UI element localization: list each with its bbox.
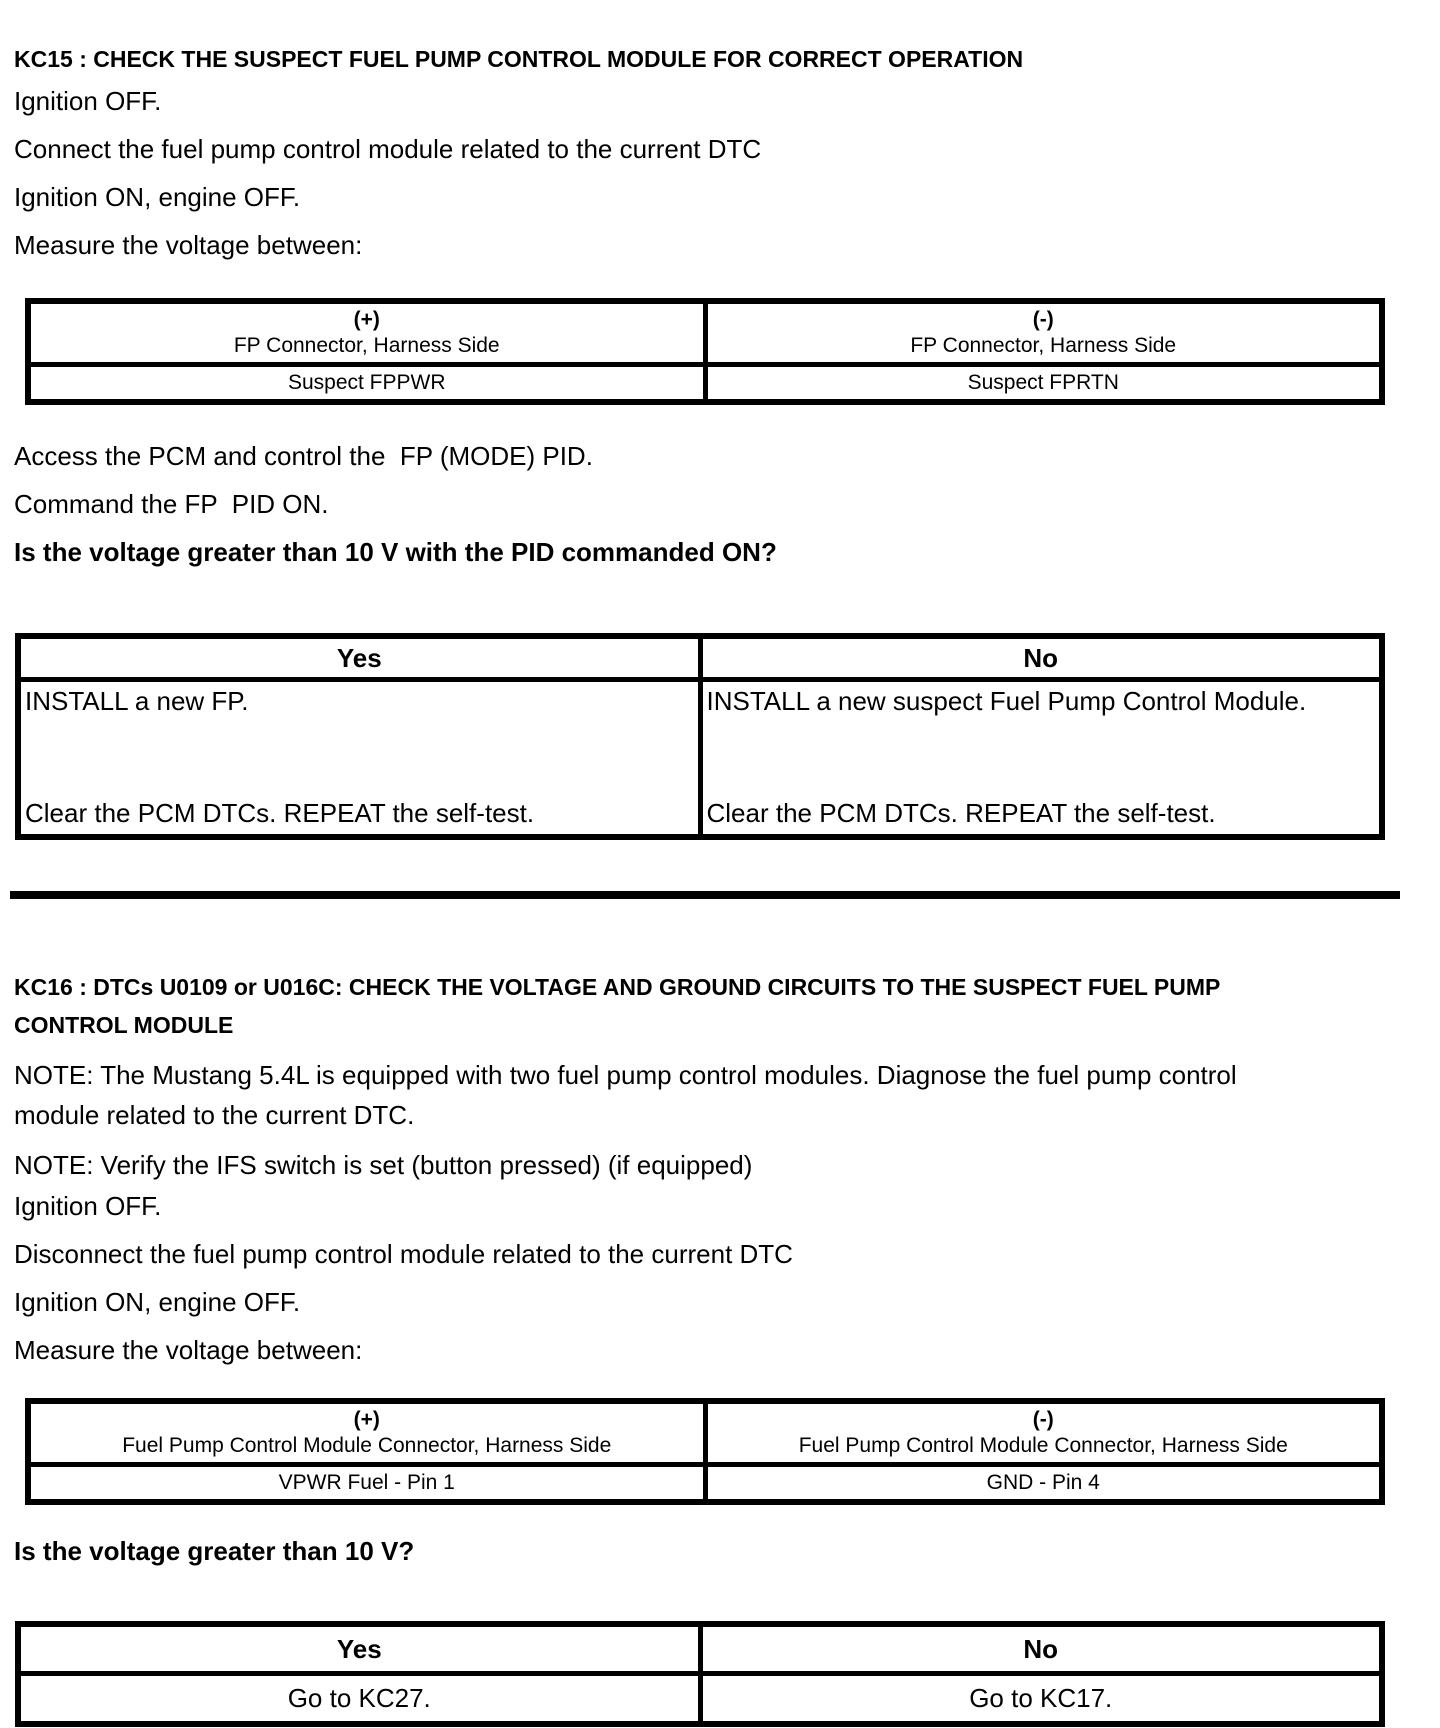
measure-negative-header-cell — [705, 1401, 1382, 1465]
answer-body-row — [18, 680, 1382, 838]
measure-negative-point: Suspect FPRTN — [705, 365, 1382, 403]
polarity-positive-label: (+) — [353, 1408, 380, 1431]
step-text: Ignition OFF. — [14, 1191, 162, 1221]
section-kc15-heading: KC15 : CHECK THE SUSPECT FUEL PUMP CONTROL MODULE FOR CORRECT OPERATION — [14, 46, 1024, 72]
measure-value-row — [28, 1465, 1382, 1503]
polarity-negative-label: (-) — [1032, 308, 1054, 331]
answer-header-row — [18, 636, 1382, 680]
no-action-cell — [700, 680, 1382, 838]
no-header: No — [700, 636, 1382, 680]
section-kc15 — [14, 45, 1385, 840]
section-kc16-heading: KC16 : DTCs U0109 or U016C: CHECK THE VOLTAGE AND GROUND CIRCUITS TO THE SUSPECT FUEL PUMP CONTROL MODULE — [14, 974, 1220, 1038]
negative-connector-label: FP Connector, Harness Side — [910, 334, 1177, 357]
negative-connector-label: Fuel Pump Control Module Connector, Harness Side — [798, 1434, 1288, 1457]
no-action-line: Clear the PCM DTCs. REPEAT the self-test. — [706, 798, 1216, 828]
measure-header-row — [28, 301, 1382, 365]
section-divider — [10, 891, 1400, 899]
yes-header: Yes — [18, 1624, 700, 1674]
answer-header-row — [18, 1624, 1382, 1674]
measure-positive-point: VPWR Fuel - Pin 1 — [28, 1465, 705, 1503]
positive-connector-label: Fuel Pump Control Module Connector, Harness Side — [122, 1434, 612, 1457]
step-text: Measure the voltage between: — [14, 1335, 363, 1365]
step-text: Ignition ON, engine OFF. — [14, 182, 301, 212]
polarity-negative-label: (-) — [1032, 1408, 1054, 1431]
measure-positive-point: Suspect FPPWR — [28, 365, 705, 403]
voltage-measure-table-kc15 — [25, 298, 1385, 405]
step-text: Command the FP PID ON. — [14, 489, 329, 519]
answer-table-kc15 — [15, 633, 1385, 840]
measure-negative-point: GND - Pin 4 — [705, 1465, 1382, 1503]
measure-negative-header-cell — [705, 301, 1382, 365]
answer-body-row — [18, 1674, 1382, 1725]
decision-question: Is the voltage greater than 10 V? — [14, 1536, 415, 1566]
yes-action-line: Clear the PCM DTCs. REPEAT the self-test. — [25, 798, 535, 828]
step-text: Access the PCM and control the FP (MODE) PID. — [14, 441, 593, 471]
positive-connector-label: FP Connector, Harness Side — [233, 334, 500, 357]
measure-positive-header-cell — [28, 301, 705, 365]
no-header: No — [700, 1624, 1382, 1674]
measure-positive-header-cell — [28, 1401, 705, 1465]
section-kc16 — [14, 968, 1385, 1727]
voltage-measure-table-kc16 — [25, 1398, 1385, 1505]
no-action-cell: Go to KC17. — [700, 1674, 1382, 1725]
measure-header-row — [28, 1401, 1382, 1465]
polarity-positive-label: (+) — [353, 308, 380, 331]
measure-value-row — [28, 365, 1382, 403]
step-text: Ignition ON, engine OFF. — [14, 1287, 301, 1317]
answer-table-kc16 — [15, 1621, 1385, 1727]
note-text: NOTE: Verify the IFS switch is set (button pressed) (if equipped) — [14, 1150, 753, 1180]
step-text: Connect the fuel pump control module related to the current DTC — [14, 134, 762, 164]
step-text: Disconnect the fuel pump control module related to the current DTC — [14, 1239, 793, 1269]
yes-action-cell: Go to KC27. — [18, 1674, 700, 1725]
yes-action-cell — [18, 680, 700, 838]
step-text: Ignition OFF. — [14, 86, 162, 116]
yes-header: Yes — [18, 636, 700, 680]
step-text: Measure the voltage between: — [14, 230, 363, 260]
decision-question: Is the voltage greater than 10 V with the PID commanded ON? — [14, 537, 777, 567]
yes-action-line: INSTALL a new FP. — [25, 686, 249, 716]
no-action-line: INSTALL a new suspect Fuel Pump Control Module. — [706, 686, 1307, 716]
note-text: NOTE: The Mustang 5.4L is equipped with two fuel pump control modules. Diagnose the fuel pump control module related to the current DTC. — [14, 1060, 1237, 1130]
